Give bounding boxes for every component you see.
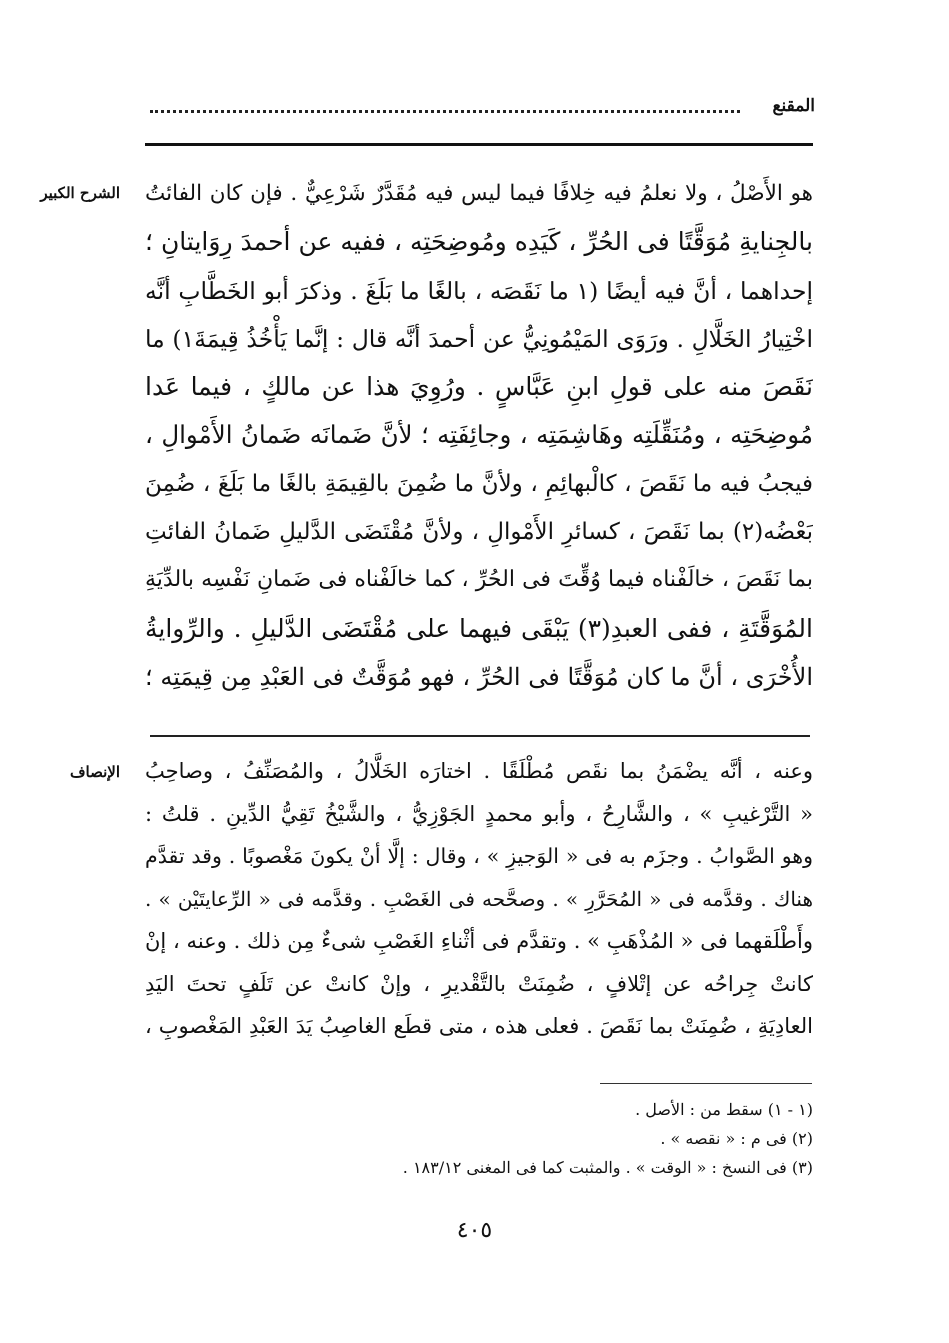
dot-leader [150, 110, 740, 113]
header-rule [145, 143, 813, 146]
text-line: وهو الصَّوابُ . وجزَم به فى « الوَجيزِ » ، وقال : إلَّا أنْ يكونَ مَغْصوبًا . وقد تقدَّم [145, 844, 813, 868]
text-line: مُوضِحَتِه ، ومُنَقِّلَتِه وهَاشِمَتِه ، وجائِفَتِه ؛ لأنَّ ضَمانَه ضَمانُ الأَمْوالِ ، [145, 420, 813, 450]
text-line: فيجبُ فيه ما نَقَصَ ، كالْبهائِمِ ، ولأنَّ ما ضُمِنَ بالقِيمَةِ بالغًا ما بَلَغَ ، ضُمِنَ [145, 470, 813, 497]
text-line: بما نَقَصَ ، خالَفْناه فيما وُقِّتَ فى الحُرِّ ، كما خالَفْناه فى ضَمانِ نَفْسِه بالدِّيَةِ [145, 567, 813, 593]
insaf-text-block [145, 750, 813, 1048]
page-number: ٤٠٥ [456, 1218, 493, 1243]
footnote: (٢) فى م : « نقصه » . [660, 1129, 813, 1148]
text-line: هو الأَصْلُ ، ولا نعلمُ فيه خِلافًا فيما ليس فيه مُقَدَّرٌ شَرْعِيٌّ . فإن كان الفائتُ [145, 181, 813, 206]
text-line: هناك . وقدَّمه فى « المُحَرَّرِ » . وصحَّحه فى الغَصْبِ . وقدَّمه فى « الرِّعايتَيْن » . [145, 886, 813, 911]
footnotes [300, 1095, 813, 1182]
footnote: (٣) فى النسخ : « الوقت » . والمثبت كما فى المغنى ١٨٣/١٢ . [402, 1158, 813, 1177]
text-line: الأُخْرَى ، أنَّ ما كان مُوَقَّتًا فى الحُرِّ ، فهو مُوَقَّتٌ فى العَبْدِ مِن قِيمَتِه ؛ [145, 662, 813, 691]
text-line: اخْتِيارُ الخَلَّالِ . ورَوَى المَيْمُونِيُّ عن أحمدَ أنَّه قال : إنَّما يَأْخُذُ قِيمَةَ١) ما [145, 324, 813, 353]
text-line: العادِيَةِ ، ضُمِنَتْ بما نَقَصَ . فعلى هذه ، متى قطَع الغاصِبُ يَدَ العَبْدِ المَغْصوبِ ، [145, 1014, 813, 1038]
insaf-section-label: الإنصاف [69, 763, 120, 781]
text-line: المُوَقَّتَةِ ، ففى العبدِ(٣) يَبْقَى فيهما على مُقْتَضَى الدَّليلِ . والرِّوايةُ [145, 613, 813, 643]
text-line: بالجِنايةِ مُوَقَّتًا فى الحُرِّ ، كَيَدِه ومُوضِحَتِه ، ففيه عن أحمدَ رِوَايتانِ ؛ [145, 227, 813, 257]
footnote: (١ - ١) سقط من : الأصل . [635, 1100, 813, 1119]
text-line: نَقَصَ منه على قولِ ابنِ عَبَّاسٍ . ورُوِيَ هذا عن مالكٍ ، فيما عَدا [145, 372, 813, 402]
running-header [80, 96, 815, 136]
section-divider [150, 735, 810, 737]
text-line: إحداهما ، أنَّ فيه أيضًا (١ ما نَقَصَه ، بالغًا ما بَلَغَ . وذكرَ أبو الخَطَّابِ أنَّه [145, 276, 813, 305]
text-line: وأَطْلَقهما فى « المُذْهَبِ » . وتقدَّم فى أثْناءِ الغَصْبِ شىءٌ مِن ذلك . وعنه ، إنْ [145, 929, 813, 953]
footnote-rule [600, 1083, 812, 1084]
main-text-block [145, 170, 813, 701]
text-line: بَعْضُه(٢) بما نَقَصَ ، كسائرِ الأَمْوالِ ، ولأنَّ مُقْتَضَى الدَّليلِ ضَمانُ الفائتِ [145, 519, 813, 546]
text-line: « التَّرْغيبِ » ، والشَّارِحُ ، وأبو محمدٍ الجَوْزِيُّ ، والشَّيْخُ تَقِيُّ الدِّينِ . قلتُ : [145, 801, 813, 826]
text-line: وعنه ، أنَّه يضْمَنُ بما نقَص مُطْلَقًا . اختارَه الخَلَّالُ ، والمُصَنِّفُ ، وصاحِبُ [145, 759, 813, 783]
book-title: المقنع [772, 96, 815, 116]
text-line: كانتْ جِراحُه عن إتْلافٍ ، ضُمِنَتْ بالتَّقْديرِ ، وإنْ كانتْ عن تَلَفٍ تحتَ اليَدِ [145, 971, 813, 996]
main-section-label: الشرح الكبير [40, 184, 120, 202]
